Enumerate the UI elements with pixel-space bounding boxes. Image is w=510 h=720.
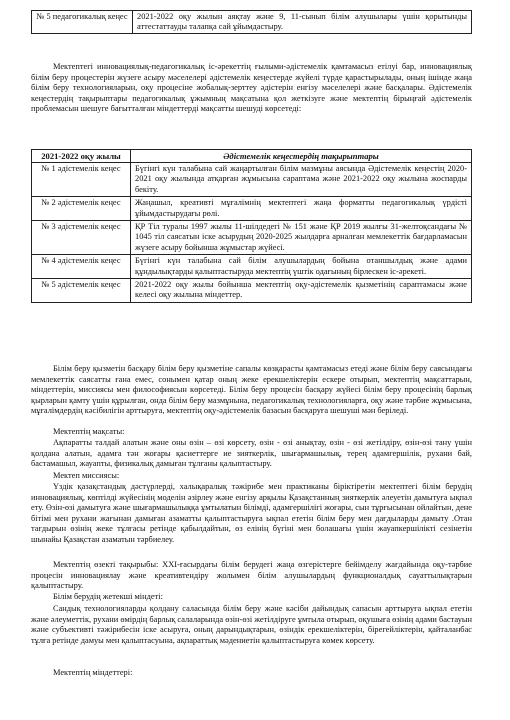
- council-topic-cell: Жаңашыл, креативті мұғалімнің мектептегі жаңа форматты педагогикалық үрдісті ұйымдастырудағы рөлі.: [131, 197, 472, 221]
- council-topic-cell: Бүгінгі күн талабына сай білім алушылардың бойына отаншылдық және адами құндылықтарды қалыптастыруда мектептің үштік одағының бірлескен іс-әрекеті.: [131, 255, 472, 279]
- council-name-cell: № 2 әдістемелік кеңес: [32, 197, 131, 221]
- council-topic-cell: Бүгінгі күн талабына сай жаңартылған білім мазмұны аясында Әдістемелік кеңестің 2020-2021 оқу жылында атқарған жұмысына сараптама және 2021-2022 оқу жылына жоспарды бекіту.: [131, 163, 472, 197]
- school-mission-label: Мектеп миссиясы:: [53, 471, 120, 480]
- table-header-row: [32, 150, 472, 163]
- council-topic-table-continued: [31, 10, 472, 34]
- intro-paragraph: Мектептегі инновациялық-педагогикалық іс-әрекеттің ғылыми-әдістемелік қамтамасыз етілуі бар, инновациялық білім беру процестерін жүзеге асыру мәселелері әдістемелік кеңестерде жүйелі түрде қарастырылады, оның ішінде жаңа білім беру технологияларын, оқу процесіне жобалық-зерттеу әдістерін енгізу мәселелері және басқалары. Әдістемелік кеңестердің тақырыптары педагогикалық ұжымның мақсатына қол жеткізуге және мектептің бірыңғай әдістемелік проблемасын шешуге бағытталған міндеттерді мақсатты шешуді көрсетеді:: [31, 62, 472, 114]
- table-row: [32, 255, 472, 279]
- methodical-council-table: [31, 149, 472, 303]
- council-topic-cell: 2021-2022 оқу жылы бойынша мектептің оқу-әдістемелік қызметінің сараптамасы және келесі оқу жылына міндеттер.: [131, 279, 472, 303]
- table-row: [32, 279, 472, 303]
- council-name-cell: № 1 әдістемелік кеңес: [32, 163, 131, 197]
- education-task-paragraph: Сандық технологияларды қолдану саласында білім беру және кәсіби дайындық сапасын арттыруға ықпал ететін және әлеуметтік, рухани өмірдің барлық салаларында өзін-өзі жетілдіруге ұмтыла отырып, оқушыға өзінің адами бастауын және субъективті тәжірибесін іске асыруға, оның дарындықтарын, өзіндік ерекшеліктерін, бірегейліктерін, қайталанбас тұлға ретінде дамуы мен қалыптасуына, ақпараттық мәдениетін қалыптастыруға көмек көрсету.: [31, 604, 472, 645]
- council-name-cell: № 4 әдістемелік кеңес: [32, 255, 131, 279]
- school-tasks-label: Мектептің міндеттері:: [53, 668, 133, 677]
- school-purpose-paragraph: Ақпаратты талдай алатын және оны өзін – өзі көрсету, өзін - өзі анықтау, өзін - өзі жетілдіру, өзін-өзі тану үшін қолдана алатын, адамға тән жоғары қасиеттерге ие зияткерлік, шығармашылық, терең адамгершілік, рухани бай, бастамашыл, жауапты, физикалық дамыған тұлғаны қалыптастыру.: [31, 438, 472, 469]
- council-topic-cell: ҚР Тіл туралы 1997 жылы 11-шілдедегі № 151 және ҚР 2019 жылғы 31-желтоқсандағы № 1045 тіл саясатын іске асырудың 2020-2025 жылдарға арналған мемлекеттік бағдарламасын жүзеге асыру бойынша жұмыстар жүйесі.: [131, 221, 472, 255]
- table-row: [32, 221, 472, 255]
- school-topic-paragraph: Мектептің өзекті тақырыбы: XXI-ғасырдағы білім берудегі жаңа өзгерістерге бейімделу жағдайында оқу-тәрбие процесін инновациялау және креативтендіру жолымен білім алушылардың функционалдық сауаттылықтарын қалыптастыру.: [31, 560, 472, 591]
- table-row: [32, 163, 472, 197]
- council-name-cell: № 5 педагогикалық кеңес: [32, 11, 133, 34]
- school-purpose-label: Мектептің мақсаты:: [53, 427, 125, 436]
- header-year: 2021-2022 оқу жылы: [32, 150, 131, 163]
- council-topic-cell: 2021-2022 оқу жылын аяқтау және 9, 11-сынып білім алушылары үшін қорытынды аттестаттауды талапқа сай ұйымдастыру.: [133, 11, 472, 34]
- header-topics: Әдістемелік кеңестердің тақырыптары: [131, 150, 472, 163]
- school-mission-paragraph: Үздік қазақстандық дәстүрлерді, халықаралық тәжірибе мен практиканы біріктіретін мектептегі білім берудің инновациялық, көптілді жүйесінің моделін әзірлеу және енгізу арқылы Қазақстанның зияткерлік әлеуетін дамытуға ықпал ету. Өзін-өзі дамытуға және шығармашылыққа ұмтылатын білімді, адамгершілігі жоғары, сын тұрғысынан ойлайтын, дене бітімі мен рухани жағынан дамыған азаматты қалыптастыруға ықпал ететін білім беру мен дағдыларды дамыту .Отан тағдырын өзінің жеке тұлғасы ретінде қабылдайтын, өз елінің бүгіні мен болашағы үшін жауапкершілікті сезінетін шынайы Қазақстан азаматын тәрбиелеу.: [31, 482, 472, 544]
- table-row: [32, 11, 472, 34]
- council-name-cell: № 5 әдістемелік кеңес: [32, 279, 131, 303]
- table-row: [32, 197, 472, 221]
- council-name-cell: № 3 әдістемелік кеңес: [32, 221, 131, 255]
- management-paragraph: Білім беру қызметін басқару білім беру қызметіне сапалы көзқарасты қамтамасыз етеді және білім беру саясындағы мемлекеттік саясатты ғана емес, сонымен қатар оның жеке ерекшеліктерін ескере отырып, мектептің мақсаттарын, міндеттерін, миссиясы мен философиясын көрсетеді. Білім беру процесін басқару жүйесі білім беру процесінің барлық қырларын қамту үшін құрылған, онда білім беру мазмұнына, педагогикалық технологияларға, оқу және тәрбие жұмысына, мұғалімдердің кәсібилігін арттыруға, мектептің оқу-әдістемелік базасын басқаруға шешуші мән беріледі.: [31, 364, 472, 416]
- education-task-label: Білім берудің жетекші міндеті:: [53, 592, 163, 601]
